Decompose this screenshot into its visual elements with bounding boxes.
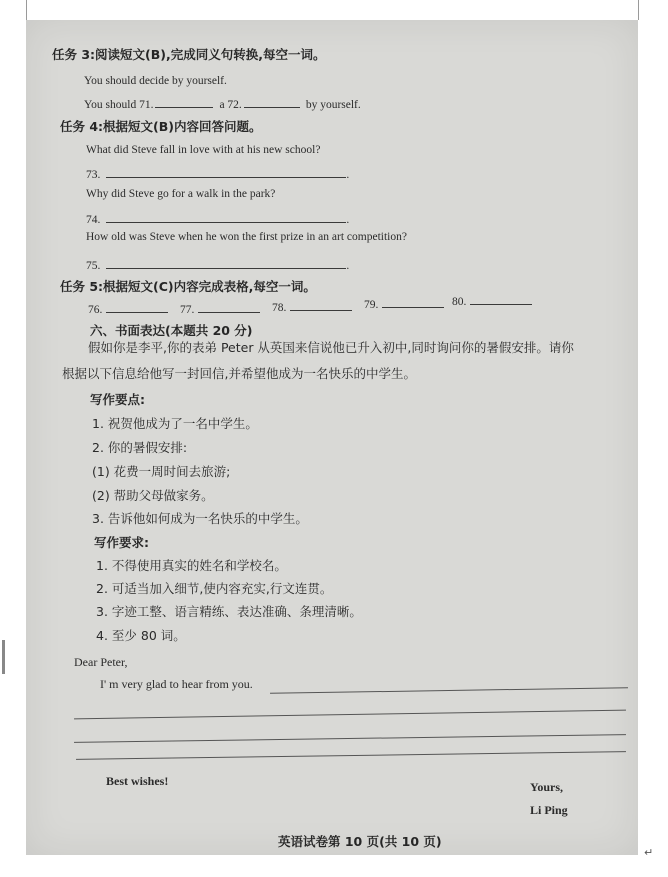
blank-77-number: 77. (180, 304, 195, 316)
question-74: Why did Steve go for a walk in the park? (86, 188, 276, 200)
answer-75-line (106, 258, 346, 269)
writing-point: (1) 花费一周时间去旅游; (92, 464, 231, 479)
writing-point: (2) 帮助父母做家务。 (92, 488, 214, 503)
page-edge-right (638, 0, 639, 20)
blank-79 (364, 297, 444, 312)
blank-77 (180, 302, 260, 317)
blank-77-line (198, 302, 260, 313)
blank-78-line (290, 300, 352, 311)
answer-73: 73. . (86, 169, 350, 181)
task3-sentence: You should decide by yourself. (84, 75, 227, 87)
blank-76 (88, 302, 168, 317)
return-mark: ↵ (644, 846, 654, 859)
blank-76-line (106, 302, 168, 313)
blank-78 (272, 300, 352, 315)
writing-requirement: 1. 不得使用真实的姓名和学校名。 (96, 558, 287, 573)
letter-closing: Best wishes! (106, 774, 169, 788)
blank-72-label: a 72. (219, 99, 242, 111)
blank-end-text: by yourself. (305, 99, 361, 111)
writing-requirement: 3. 字迹工整、语言精练、表达准确、条理清晰。 (96, 604, 362, 619)
writing-prompt-line2: 根据以下信息给他写一封回信,并希望他成为一名快乐的中学生。 (62, 366, 416, 381)
writing-prompt-line1: 假如你是李平,你的表弟 Peter 从英国来信说他已升入初中,同时询问你的暑假安排。请你 (88, 340, 574, 355)
question-75: How old was Steve when he won the first prize in an art competition? (86, 231, 407, 243)
blank-80-number: 80. (452, 296, 467, 308)
blank-71-label: You should 71. (84, 99, 154, 111)
writing-requirements-title: 写作要求: (94, 535, 149, 550)
writing-points-title: 写作要点: (90, 392, 145, 407)
answer-75: 75. . (86, 260, 350, 272)
task5-heading: 任务 5:根据短文(C)内容完成表格,每空一词。 (60, 279, 316, 294)
page-footer: 英语试卷第 10 页(共 10 页) (278, 834, 442, 849)
blank-72 (244, 97, 300, 108)
answer-74: 74. . (86, 214, 350, 226)
answer-73-line (106, 167, 346, 178)
blank-78-number: 78. (272, 302, 287, 314)
task3-rewrite (84, 97, 361, 112)
blank-79-line (382, 297, 444, 308)
writing-requirement: 4. 至少 80 词。 (96, 628, 186, 643)
letter-opening: I' m very glad to hear from you. (100, 677, 253, 691)
writing-point: 2. 你的暑假安排: (92, 440, 188, 455)
answer-75-number: 75. (86, 260, 101, 272)
question-73: What did Steve fall in love with at his new school? (86, 144, 321, 156)
blank-80 (452, 294, 532, 309)
writing-point: 1. 祝贺他成为了一名中学生。 (92, 416, 258, 431)
binding-mark (2, 640, 5, 674)
writing-section-title: 六、书面表达(本题共 20 分) (90, 323, 253, 338)
letter-sign-yours: Yours, (530, 780, 564, 794)
blank-80-line (470, 294, 532, 305)
answer-74-line (106, 212, 346, 223)
task4-heading: 任务 4:根据短文(B)内容回答问题。 (60, 119, 262, 134)
letter-sign-name: Li Ping (530, 803, 568, 817)
blank-71 (155, 97, 213, 108)
blank-79-number: 79. (364, 299, 379, 311)
answer-73-number: 73. (86, 169, 101, 181)
task3-heading: 任务 3:阅读短文(B),完成同义句转换,每空一词。 (52, 47, 326, 62)
writing-point: 3. 告诉他如何成为一名快乐的中学生。 (92, 511, 308, 526)
blank-76-number: 76. (88, 304, 103, 316)
page-edge-left (26, 0, 27, 20)
answer-74-number: 74. (86, 214, 101, 226)
writing-requirement: 2. 可适当加入细节,使内容充实,行文连贯。 (96, 581, 333, 596)
letter-greeting: Dear Peter, (74, 655, 128, 669)
